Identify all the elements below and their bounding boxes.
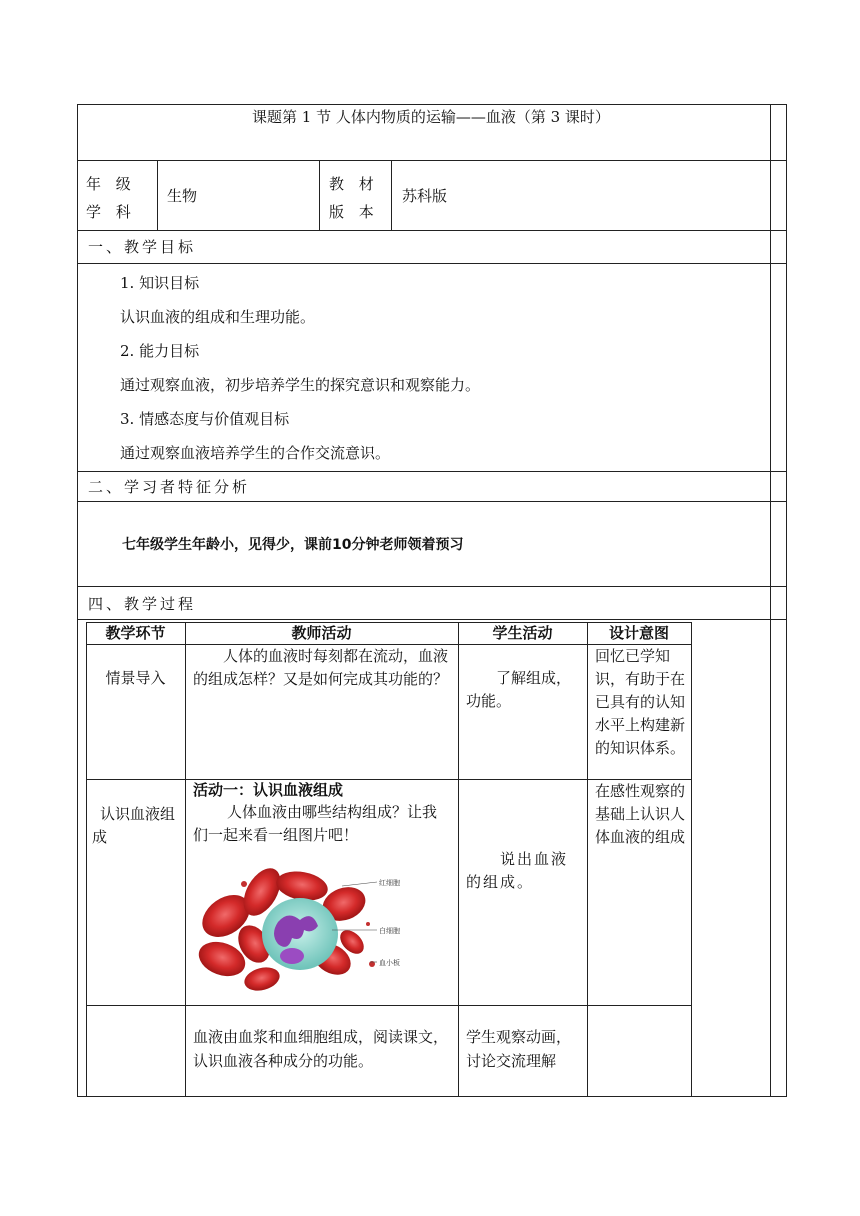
platelet — [241, 881, 247, 887]
table-header: 学生活动 — [492, 624, 553, 642]
label-line — [342, 882, 377, 886]
goal-desc: 通过观察血液培养学生的合作交流意识。 — [120, 444, 391, 462]
table-border — [86, 1005, 692, 1006]
figure-label: 白细胞 — [379, 927, 400, 935]
table-border — [458, 622, 459, 1096]
teacher-activity: 人体的血液时每刻都在流动，血液的组成怎样？又是如何完成其功能的？ — [193, 647, 449, 688]
section-heading: 四、教学过程 — [88, 595, 197, 613]
student-activity: 了解组成，功能。 — [466, 669, 572, 710]
row-divider — [77, 586, 787, 587]
blood-cells-figure — [192, 864, 422, 994]
table-header: 设计意图 — [608, 624, 669, 642]
design-intent: 回忆已学知识，有助于在已具有的认知水平上构建新的知识体系。 — [595, 647, 686, 757]
col-divider — [319, 160, 320, 230]
textbook-value: 苏科版 — [402, 187, 448, 205]
table-header: 教学环节 — [105, 624, 166, 642]
figure-label: 血小板 — [379, 959, 400, 967]
table-border — [587, 622, 588, 1096]
goal-desc: 认识血液的组成和生理功能。 — [120, 308, 316, 326]
teacher-activity: 人体血液由哪些结构组成？让我们一起来看一组图片吧！ — [193, 803, 438, 844]
stage-cell: 认识血液组成 — [92, 805, 176, 846]
row-divider — [77, 471, 787, 472]
section-heading: 二、学习者特征分析 — [88, 478, 251, 496]
row-divider — [77, 160, 787, 161]
red-cell — [242, 964, 282, 994]
student-activity: 说出血液的组成。 — [466, 850, 569, 891]
row-divider — [77, 619, 787, 620]
teacher-activity: 血液由血浆和血细胞组成，阅读课文，认识血液各种成分的功能。 — [193, 1028, 449, 1070]
row-divider — [77, 263, 787, 264]
inner-right-border — [770, 104, 771, 1097]
lesson-title: 课题第 1 节 人体内物质的运输——血液（第 3 课时） — [252, 108, 610, 126]
outer-left-border — [77, 104, 78, 1097]
bottom-border — [77, 1096, 787, 1097]
table-border — [185, 622, 186, 1096]
textbook-label: 教 材 版 本 — [329, 175, 379, 221]
outer-right-border — [786, 104, 787, 1097]
col-divider — [391, 160, 392, 230]
section-heading: 一、教学目标 — [88, 238, 197, 256]
nucleus — [280, 948, 304, 964]
row-divider — [77, 501, 787, 502]
goal-title: 3. 情感态度与价值观目标 — [120, 410, 290, 428]
table-border — [691, 622, 692, 1096]
stage-cell: 情景导入 — [105, 669, 166, 687]
table-border — [86, 622, 87, 1096]
grade-subject-label: 年 级 学 科 — [86, 175, 136, 221]
table-header: 教师活动 — [291, 624, 352, 642]
goal-title: 2. 能力目标 — [120, 342, 200, 360]
col-divider — [157, 160, 158, 230]
student-activity: 学生观察动画，讨论交流理解 — [466, 1028, 572, 1070]
learner-analysis: 七年级学生年龄小，见得少，课前10分钟老师领着预习 — [122, 537, 464, 553]
goal-title: 1. 知识目标 — [120, 274, 200, 292]
platelet — [366, 922, 370, 926]
subject-value: 生物 — [167, 187, 198, 205]
figure-label: 红细胞 — [379, 879, 400, 887]
row-divider — [77, 230, 787, 231]
activity-title: 活动一：认识血液组成 — [193, 781, 344, 799]
design-intent: 在感性观察的基础上认识人体血液的组成 — [595, 782, 686, 846]
goal-desc: 通过观察血液，初步培养学生的探究意识和观察能力。 — [120, 376, 481, 394]
